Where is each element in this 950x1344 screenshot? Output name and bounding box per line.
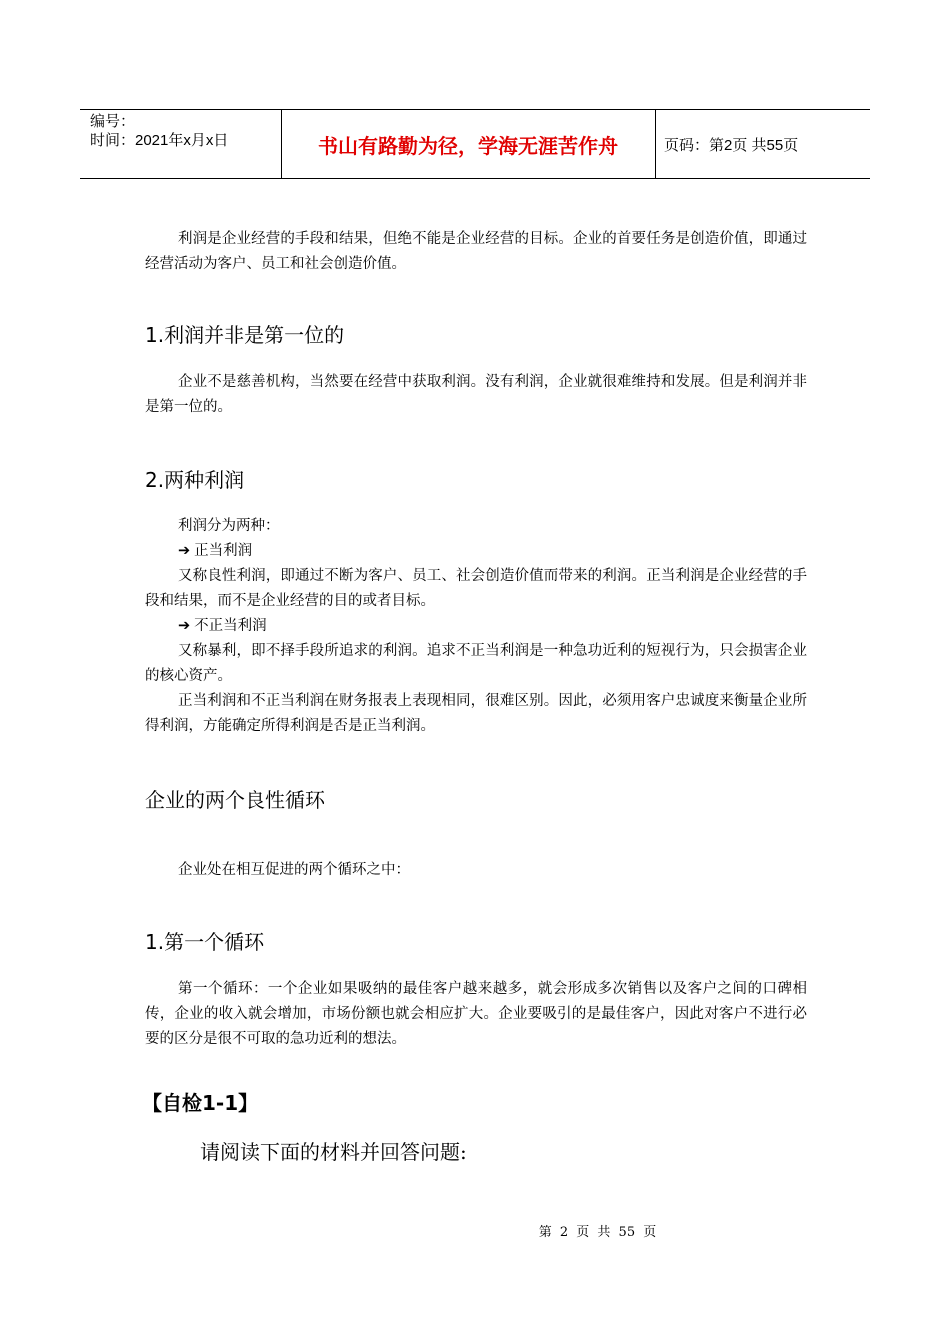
- header-divider: [655, 110, 656, 178]
- header-left-cell: [90, 112, 228, 150]
- paragraph-profit-comparison: 正当利润和不正当利润在财务报表上表现相同，很难区别。因此，必须用客户忠诚度来衡量企业所得利润，方能确定所得利润是否是正当利润。: [145, 693, 807, 734]
- bullet-legit-profit-label: 正当利润: [194, 543, 253, 559]
- arrow-right-icon: ➔: [178, 543, 191, 559]
- section-heading-profit-not-first: 1.利润并非是第一位的: [145, 323, 345, 347]
- paragraph-first-cycle: 第一个循环：一个企业如果吸纳的最佳客户越来越多，就会形成多次销售以及客户之间的口碑相传，企业的收入就会增加，市场份额也就会相应扩大。企业要吸引的是最佳客户，因此对客户不进行必要的区分是很不可取的急功近利的想法。: [145, 981, 807, 1047]
- section-heading-two-cycles: 企业的两个良性循环: [145, 788, 325, 812]
- bullet-illegit-profit: [178, 614, 267, 639]
- arrow-right-icon: ➔: [178, 618, 191, 634]
- bullet-legit-profit: [178, 539, 252, 564]
- self-check-heading: 【自检1-1】: [142, 1091, 259, 1115]
- page-footer: [0, 1221, 950, 1240]
- paragraph-illegit-profit: 又称暴利，即不择手段所追求的利润。追求不正当利润是一种急功近利的短视行为，只会损害企业的核心资产。: [145, 643, 807, 684]
- section-heading-first-cycle: 1.第一个循环: [145, 930, 265, 954]
- question-prompt: 请阅读下面的材料并回答问题:: [200, 1140, 467, 1164]
- section-heading-two-profits: 2.两种利润: [145, 468, 245, 492]
- header-motto: 书山有路勤为径，学海无涯苦作舟: [318, 133, 618, 158]
- document-time-label: 时间：2021年x月x日: [90, 132, 229, 149]
- page-header-table: [80, 109, 870, 179]
- footer-page-number: 第 2 页 共 55 页: [538, 1225, 657, 1240]
- document-number-label: 编号：: [90, 113, 136, 130]
- paragraph-legit-profit: 又称良性利润，即通过不断为客户、员工、社会创造价值而带来的利润。正当利润是企业经营的手段和结果，而不是企业经营的目的或者目标。: [145, 568, 807, 609]
- paragraph-profit-not-first: 企业不是慈善机构，当然要在经营中获取利润。没有利润，企业就很难维持和发展。但是利润并非是第一位的。: [145, 374, 807, 415]
- bullet-illegit-profit-label: 不正当利润: [194, 618, 267, 634]
- intro-paragraph: 利润是企业经营的手段和结果，但绝不能是企业经营的目标。企业的首要任务是创造价值，即通过经营活动为客户、员工和社会创造价值。: [145, 231, 807, 272]
- paragraph-two-cycles: 企业处在相互促进的两个循环之中：: [178, 862, 410, 878]
- header-page-info: 页码：第2页 共55页: [664, 136, 799, 154]
- paragraph-two-profits-intro: 利润分为两种：: [178, 518, 280, 534]
